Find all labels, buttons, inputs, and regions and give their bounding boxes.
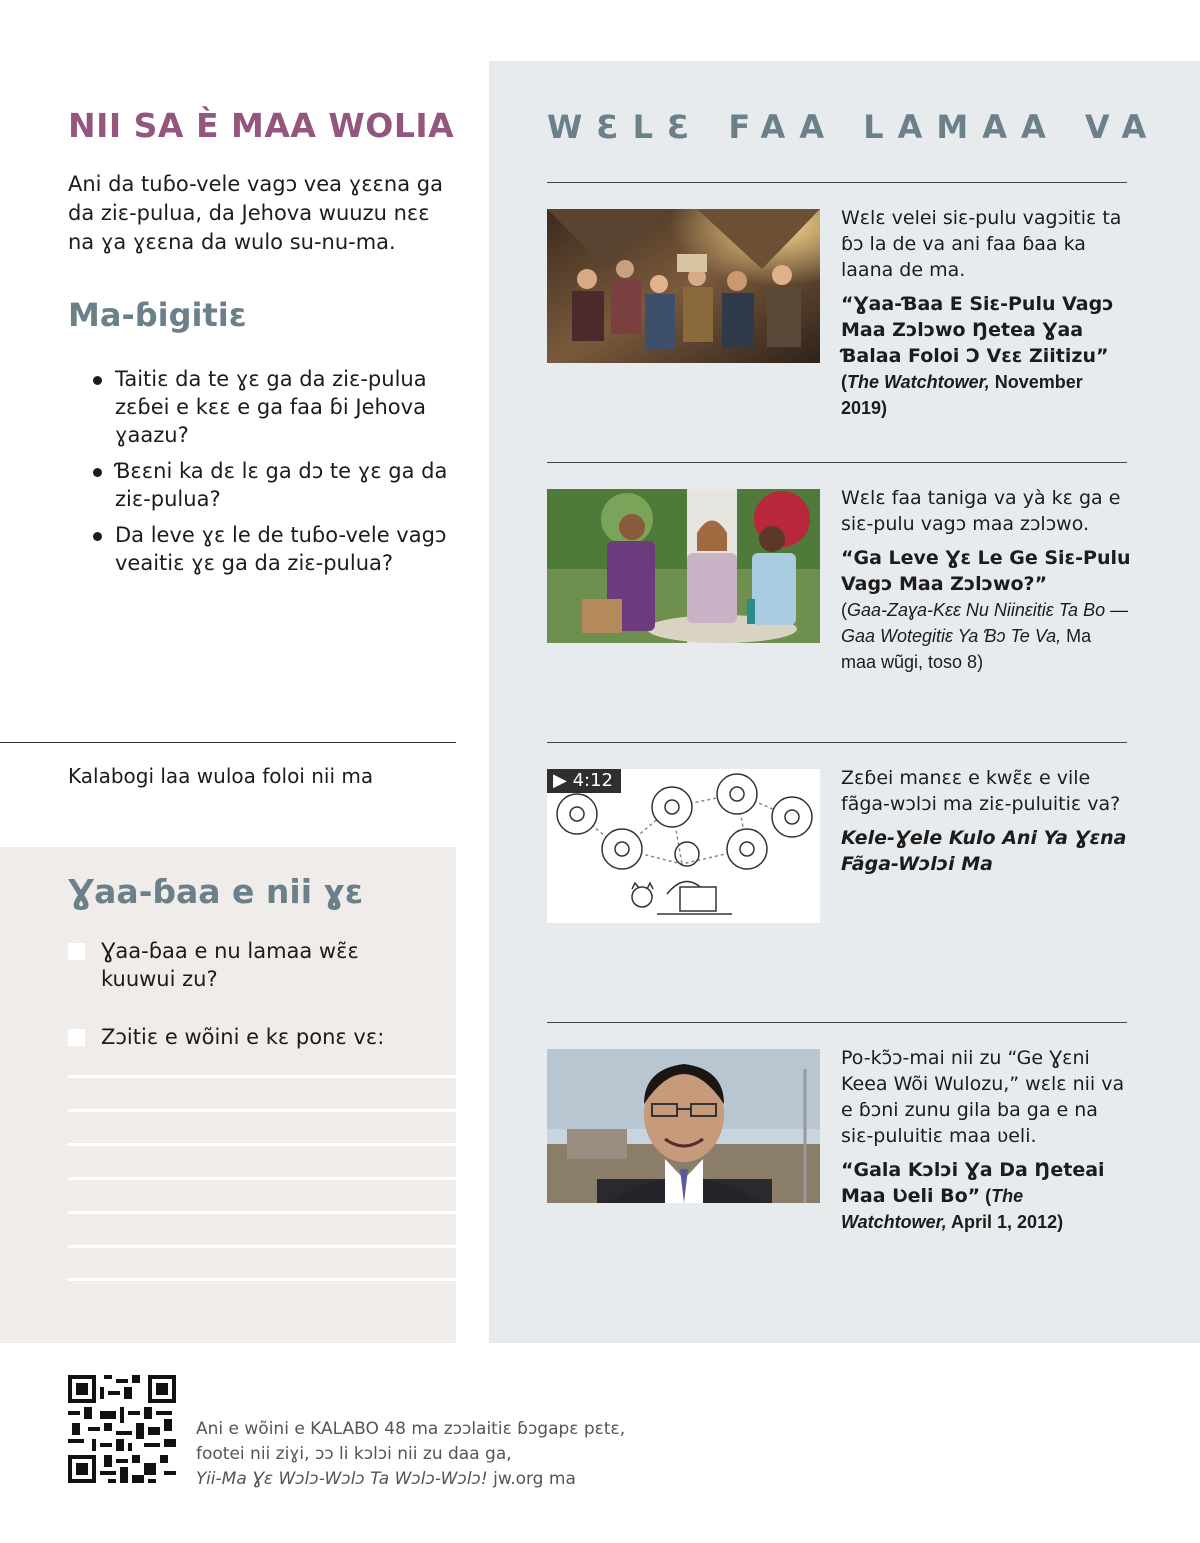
- bullet-dot-icon: [93, 532, 102, 541]
- related-entry-2: [841, 485, 1131, 675]
- divider: [547, 742, 1127, 743]
- review-questions: [92, 365, 452, 585]
- entry-description: Wɛlɛ velei siɛ-pulu vagɔitiɛ ta ɓɔ la de va ani faa ɓaa ka laana de ma.: [841, 207, 1122, 281]
- intro-text: Ani da tuɓo-vele vagɔ vea ɣɛɛna ga da ziɛ-pulua, da Jehova wuuzu nɛɛ na ɣa ɣɛɛna da wulo su-nu-ma.: [68, 172, 443, 254]
- entry-source: (Gaa-Zaɣa-Kɛɛ Nu Niinɛitiɛ Ta Bo —Gaa Wotegitiɛ Ya Ɓɔ Te Va, Ma maa wũgi, toso 8): [841, 600, 1129, 672]
- review-question: Taitiɛ da te ɣɛ ga da ziɛ-pulua zɛɓei e kɛɛ e ga faa ɓi Jehova ɣaazu?: [92, 365, 452, 449]
- entry-title-link[interactable]: “Ga Leve Ɣɛ Le Ge Siɛ-Pulu Vagɔ Maa Zɔlɔwo?”: [841, 547, 1131, 595]
- brochure-title: Yii-Ma Ɣɛ Wɔlɔ-Wɔlɔ Ta Wɔlɔ-Wɔlɔ!: [196, 1469, 488, 1489]
- checkbox-icon[interactable]: [68, 1029, 85, 1046]
- writing-line[interactable]: [68, 1143, 456, 1146]
- review-title: Ma-ɓigitiɛ: [68, 296, 247, 334]
- todo-panel: [0, 847, 456, 1343]
- footer-text: Ani e wõini e KALABO 48 ma zɔɔlaitiɛ ɓɔgapɛ pɛtɛ, footei nii ziɣi, ɔɔ li kɔlɔi nii zu daa ga, Yii-Ma Ɣɛ Wɔlɔ-Wɔlɔ Ta Wɔlɔ-Wɔlɔ! jw.org ma: [196, 1419, 626, 1489]
- writing-line[interactable]: [68, 1278, 456, 1281]
- entry-description: Wɛlɛ faa taniga va yà kɛ ga e siɛ-pulu vagɔ maa zɔlɔwo.: [841, 487, 1121, 535]
- related-title: WƐLƐ FAA LAMAA VA: [547, 108, 1161, 146]
- entry-description: Zɛɓei manɛɛ e kwɛ̃ɛ e vile fãga-wɔlɔi ma ziɛ-puluitiɛ va?: [841, 767, 1121, 815]
- entry-title-link[interactable]: “Ɣaa-Ɓaa E Siɛ-Pulu Vagɔ Maa Zɔlɔwo Ŋetea Ɣaa Ɓalaa Foloi Ɔ Vɛɛ Ziitizu” (The Watchtower, November 2019): [841, 293, 1114, 418]
- related-entry-1: [841, 205, 1131, 421]
- checkbox-icon[interactable]: [68, 943, 85, 960]
- review-question: Da leve ɣɛ le de tuɓo-vele vagɔ veaitiɛ ɣɛ ga da ziɛ-pulua?: [92, 521, 452, 577]
- entry-description: Po-kɔ̃ɔ-mai nii zu “Ge Ɣɛni Keea Wõi Wulozu,” wɛlɛ nii va e ɓɔni zunu gila ba ga e na siɛ-puluitiɛ maa ʋeli.: [841, 1047, 1125, 1147]
- todo-item[interactable]: Ɣaa-ɓaa e nu lamaa wɛ̃ɛ kuuwui zu?: [68, 937, 398, 993]
- bullet-dot-icon: [93, 376, 102, 385]
- man-portrait-image[interactable]: [547, 1049, 820, 1203]
- video-duration: ▶ 4:12: [547, 769, 621, 793]
- related-entry-3: [841, 765, 1131, 877]
- qr-code-icon[interactable]: [68, 1375, 176, 1483]
- bullet-dot-icon: [93, 468, 102, 477]
- family-study-image[interactable]: [547, 209, 820, 363]
- writing-line[interactable]: [68, 1245, 456, 1248]
- jw-org-link[interactable]: jw.org ma: [487, 1469, 576, 1489]
- todo-item[interactable]: Zɔitiɛ e wõini e kɛ ponɛ vɛ:: [68, 1023, 398, 1051]
- section-title: NII SA È MAA WOLIA: [68, 106, 455, 145]
- calendar-label: Kalabogi laa wuloa foloi nii ma: [68, 764, 374, 788]
- divider: [547, 1022, 1127, 1023]
- divider: [0, 742, 456, 743]
- writing-line[interactable]: [68, 1075, 456, 1078]
- video-thumbnail[interactable]: [547, 769, 820, 923]
- entry-title-link[interactable]: “Gala Kɔlɔi Ɣa Da Ŋeteai Maa Ʋeli Bo” (The Watchtower, April 1, 2012): [841, 1159, 1105, 1232]
- divider: [547, 462, 1127, 463]
- review-question: Ɓɛɛni ka dɛ lɛ ga dɔ te ɣɛ ga da ziɛ-pulua?: [92, 457, 452, 513]
- todo-title: Ɣaa-ɓaa e nii ɣɛ: [68, 872, 364, 911]
- video-title-link[interactable]: Kele-Ɣele Kulo Ani Ya Ɣɛna Fãga-Wɔlɔi Ma: [841, 827, 1127, 875]
- writing-line[interactable]: [68, 1109, 456, 1112]
- divider: [547, 182, 1127, 183]
- writing-line[interactable]: [68, 1177, 456, 1180]
- related-entry-4: [841, 1045, 1131, 1235]
- women-talking-image[interactable]: [547, 489, 820, 643]
- writing-line[interactable]: [68, 1211, 456, 1214]
- play-icon: ▶: [553, 770, 567, 791]
